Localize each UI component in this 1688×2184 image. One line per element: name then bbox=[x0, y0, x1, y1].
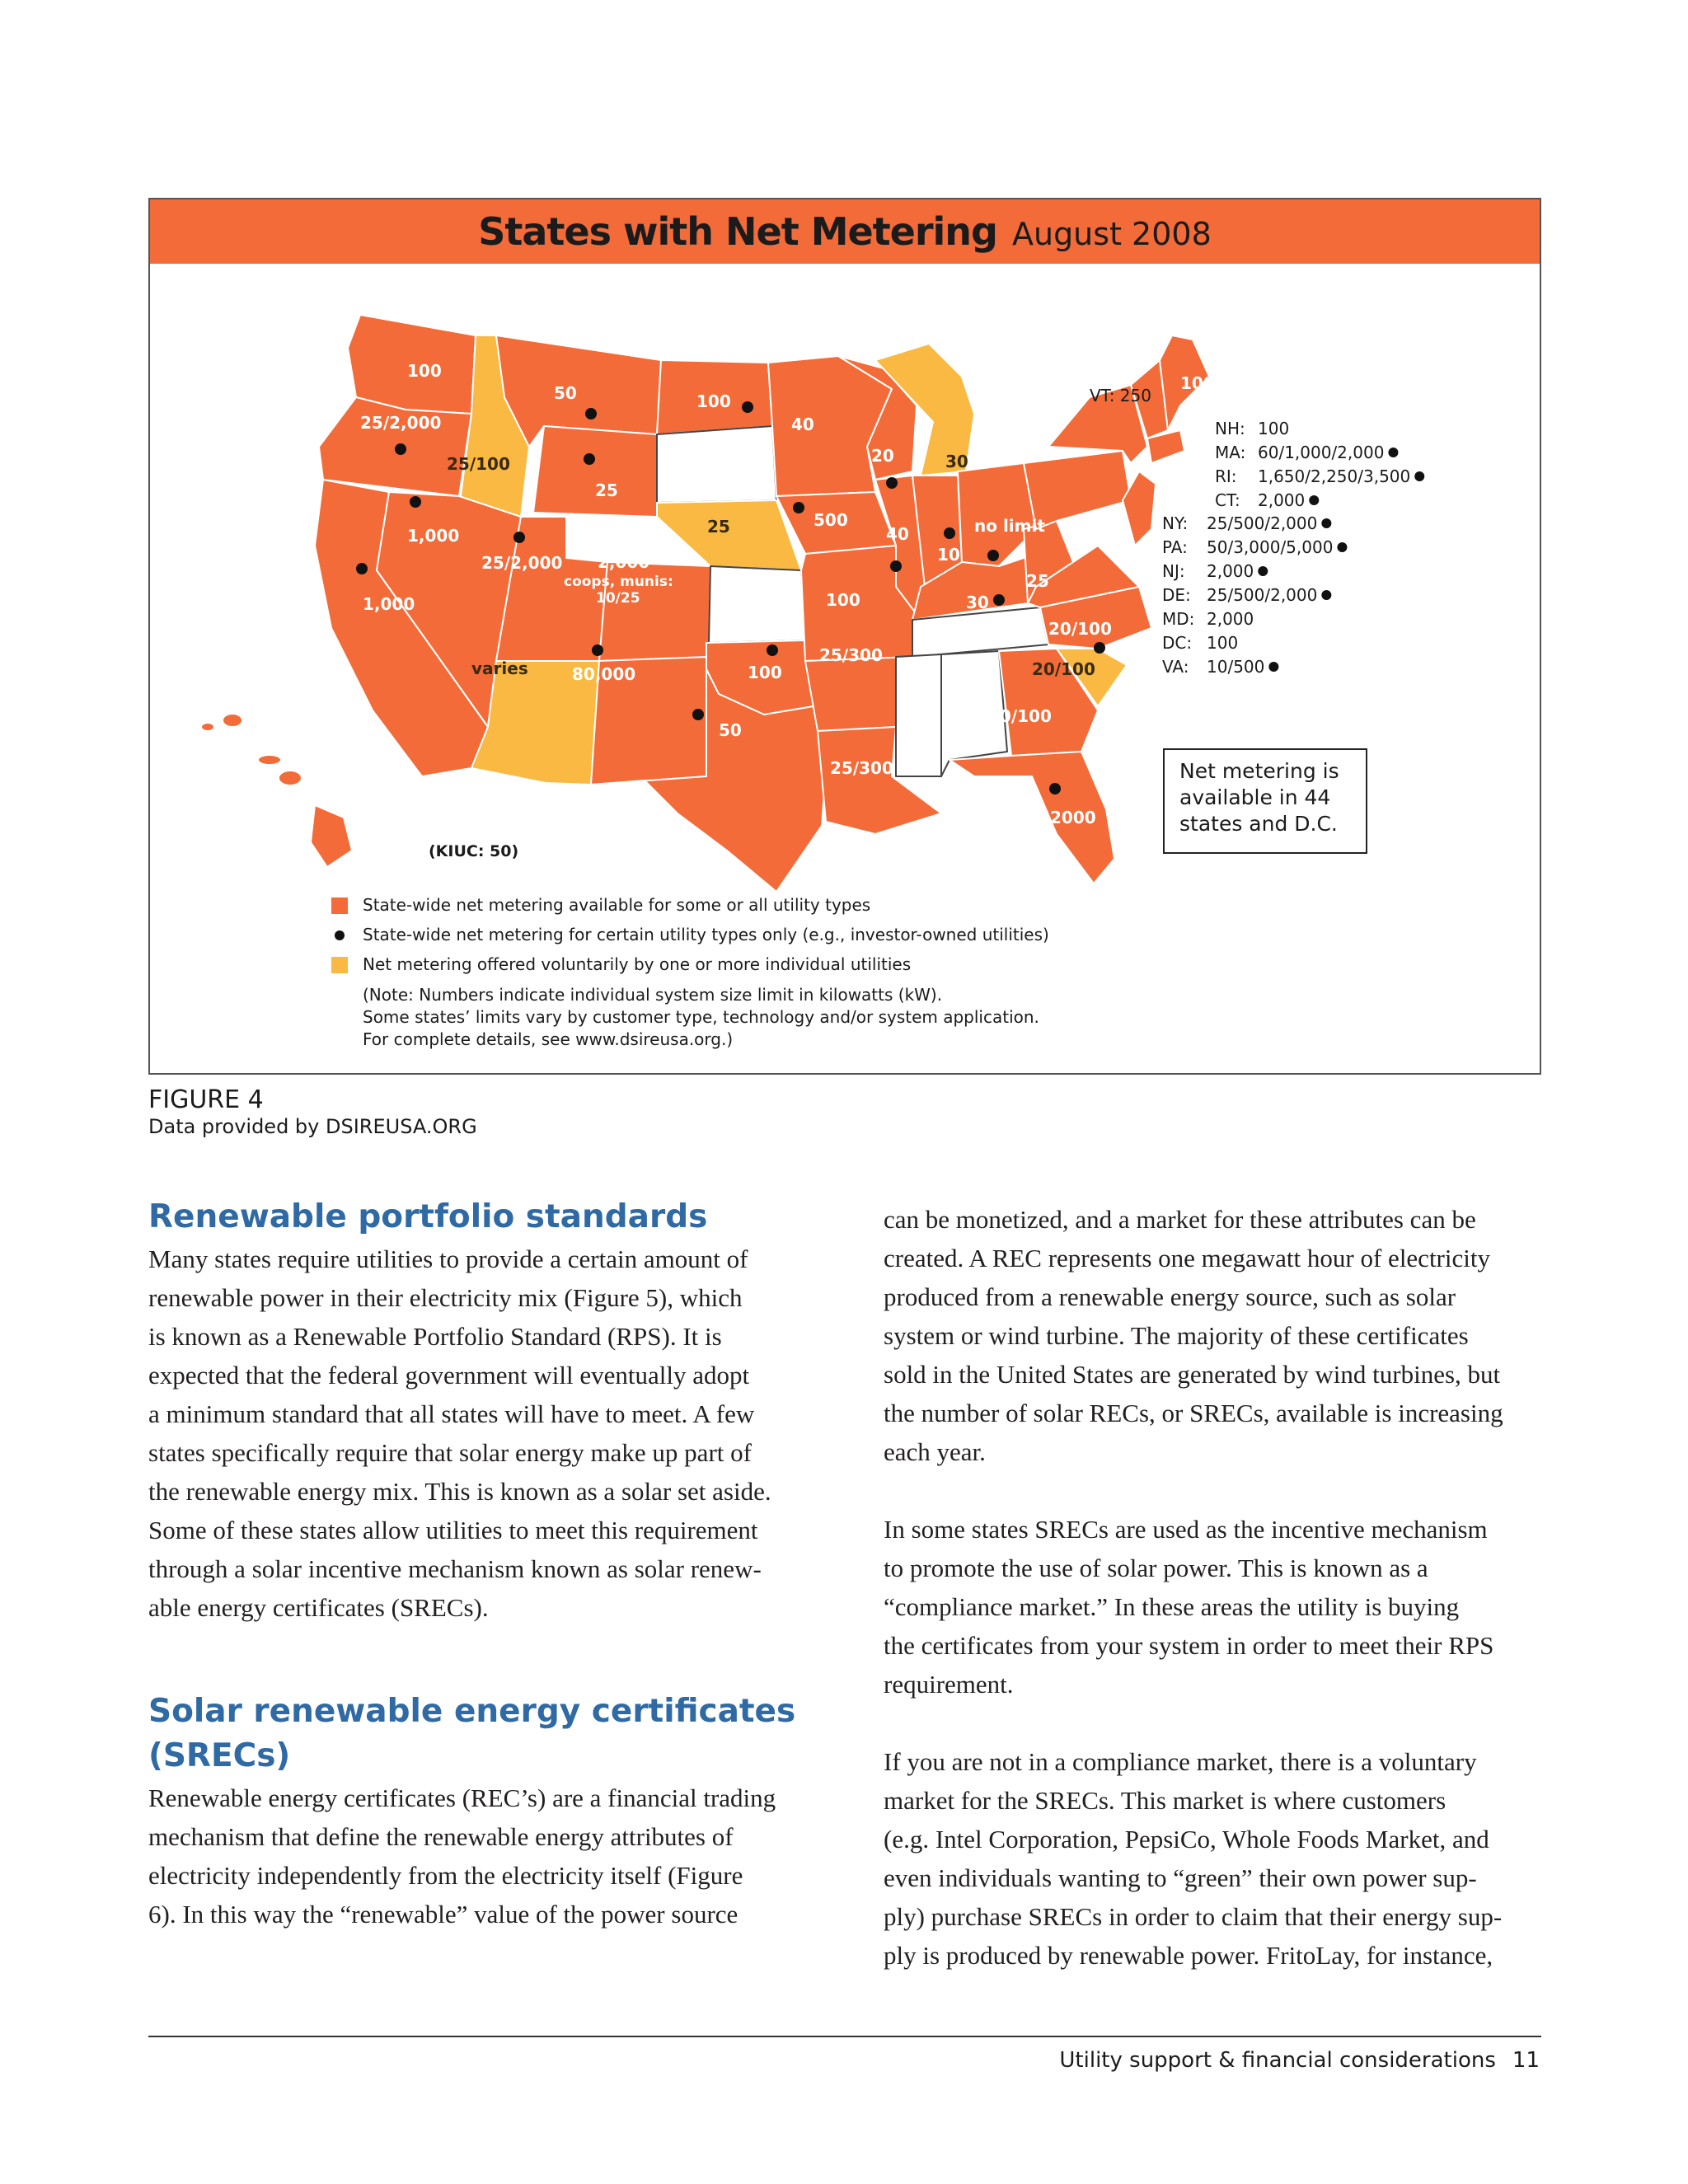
northeast-list-dot-icon bbox=[1388, 448, 1398, 457]
state-or bbox=[319, 397, 471, 496]
midatlantic-list-row bbox=[1162, 609, 1254, 629]
legend-swatch-voluntary bbox=[331, 957, 348, 973]
page-footer bbox=[1059, 2044, 1540, 2077]
legend-note-line: For complete details, see www.dsireusa.org.) bbox=[363, 1029, 734, 1049]
dot-ia bbox=[793, 502, 804, 513]
dot-tx bbox=[692, 709, 704, 720]
dot-nm bbox=[592, 644, 603, 656]
midatlantic-list-value: 10/500 bbox=[1207, 657, 1265, 677]
page-number: 11 bbox=[1512, 2048, 1540, 2073]
dot-il bbox=[890, 560, 902, 572]
figure-number: FIGURE 4 bbox=[148, 1085, 264, 1114]
legend-note bbox=[331, 984, 1403, 1051]
northeast-list-row bbox=[1215, 466, 1424, 486]
left-column bbox=[148, 1195, 841, 1933]
dot-nv bbox=[410, 496, 421, 508]
paragraph-voluntary-market: If you are not in a compliance market, there is a voluntary market for the SRECs. This market is where customers (e.g. Intel Corporation, PepsiCo, Whole Foods Market, and even individuals wanting to “green” their own power sup- ply) purchase SRECs in order to claim that their energy sup- ply is produced by renewable power. FritoLay, for instance, bbox=[884, 1747, 1503, 1970]
northeast-state-list bbox=[1215, 419, 1424, 510]
midatlantic-list-row bbox=[1162, 585, 1331, 605]
midatlantic-state-list bbox=[1162, 513, 1347, 677]
midatlantic-list-row bbox=[1162, 513, 1331, 533]
northeast-list-state: MA: bbox=[1215, 443, 1246, 462]
figure-caption bbox=[148, 1086, 477, 1139]
label-nd: 100 bbox=[696, 391, 731, 411]
dot-wy bbox=[584, 453, 595, 465]
midatlantic-list-dot-icon bbox=[1321, 518, 1331, 528]
state-sd bbox=[657, 426, 776, 503]
northeast-list-dot-icon bbox=[1414, 471, 1424, 481]
label-kiuc: (KIUC: 50) bbox=[429, 842, 519, 860]
label-in: 10 bbox=[937, 545, 960, 565]
label-mn: 40 bbox=[791, 415, 814, 434]
midatlantic-list-dot-icon bbox=[1258, 566, 1268, 576]
label-il: 40 bbox=[886, 524, 909, 544]
midatlantic-list-value: 100 bbox=[1207, 633, 1239, 653]
label-tx: 50 bbox=[719, 720, 742, 740]
label-hi: 100 bbox=[452, 810, 486, 830]
label-co-note2: 10/25 bbox=[596, 590, 640, 607]
northeast-list-value: 60/1,000/2,000 bbox=[1258, 443, 1385, 462]
midatlantic-list-value: 2,000 bbox=[1207, 609, 1254, 629]
footer-divider bbox=[148, 2036, 1541, 2037]
northeast-list-value: 2,000 bbox=[1258, 490, 1306, 510]
legend-note-line: (Note: Numbers indicate individual system size limit in kilowatts (kW). bbox=[363, 985, 943, 1005]
midatlantic-list-state: VA: bbox=[1162, 657, 1189, 677]
state-ms bbox=[896, 654, 941, 776]
label-wv: 25 bbox=[1026, 571, 1049, 591]
label-wy: 25 bbox=[595, 480, 618, 500]
hawaii-molokai bbox=[258, 755, 281, 765]
legend-label-voluntary: Net metering offered voluntarily by one or more individual utilities bbox=[363, 954, 912, 974]
label-mi: 30 bbox=[945, 452, 968, 471]
label-mo: 100 bbox=[826, 590, 860, 610]
midatlantic-list-state: PA: bbox=[1162, 537, 1188, 557]
northeast-list-state: RI: bbox=[1215, 466, 1237, 486]
paragraph-rps: Many states require utilities to provide a certain amount of renewable power in their electricity mix (Figure 5), which is known as a Renewable Portfolio Standard (RPS). It is expected that the federal government will eventually adopt a minimum standard that all states will have to meet. A few states specifically require that solar energy make up part of the renewable energy mix. This is known as a solar set aside. Some of these states allow utilities to meet this requirement through a solar incentive mechanism known as solar renew- able energy certificates (SRECs). bbox=[148, 1244, 771, 1622]
northeast-list-row bbox=[1215, 443, 1398, 462]
midatlantic-list-state: NY: bbox=[1162, 513, 1189, 533]
dot-ok bbox=[767, 644, 778, 656]
midatlantic-list-row bbox=[1162, 657, 1278, 677]
northeast-list-state: CT: bbox=[1215, 490, 1240, 510]
label-wi: 20 bbox=[871, 446, 894, 466]
dot-nd bbox=[742, 401, 753, 413]
label-ut: 25/2,000 bbox=[481, 553, 563, 573]
right-column bbox=[884, 1200, 1568, 1975]
label-ca: 1,000 bbox=[363, 594, 415, 614]
label-me: 100 bbox=[1180, 373, 1215, 393]
hawaii-big-island bbox=[311, 805, 352, 867]
dot-ky bbox=[993, 594, 1005, 606]
label-nc: 20/100 bbox=[1048, 619, 1112, 639]
dot-oh bbox=[987, 550, 999, 561]
midatlantic-list-dot-icon bbox=[1321, 590, 1331, 600]
label-ga: 10/100 bbox=[988, 706, 1052, 726]
heading-srecs: Solar renewable energy certificates (SRECs) bbox=[148, 1693, 796, 1774]
legend-label-statewide: State-wide net metering available for some or all utility types bbox=[363, 895, 871, 915]
paragraph-srecs: Renewable energy certificates (REC’s) are a financial trading mechanism that define the renewable energy attributes of electricity independently from the electricity itself (Figure 6). In this way the “renewable” value of the power source bbox=[148, 1783, 776, 1929]
footer-section-title: Utility support & financial considerations bbox=[1059, 2048, 1496, 2073]
heading-renewable-portfolio-standards: Renewable portfolio standards bbox=[148, 1198, 708, 1235]
legend-label-utility-only: State-wide net metering for certain utility types only (e.g., investor-owned utilities) bbox=[363, 925, 1049, 944]
label-nm: 80,000 bbox=[572, 664, 636, 684]
label-co-note: coops, munis: bbox=[564, 574, 673, 590]
legend-swatch-statewide bbox=[331, 898, 348, 914]
hawaii-oahu bbox=[223, 714, 242, 727]
paragraph-compliance-market: In some states SRECs are used as the incentive mechanism to promote the use of solar power. This is known as a “compliance market.” In these areas the utility is buying the certificates from your system in order to meet their RPS requirement. bbox=[884, 1515, 1494, 1699]
midatlantic-list-value: 25/500/2,000 bbox=[1207, 513, 1318, 533]
midatlantic-list-row bbox=[1162, 561, 1268, 581]
legend-dot-icon bbox=[335, 930, 345, 940]
label-ky: 30 bbox=[966, 593, 989, 612]
paragraph-rec-market: can be monetized, and a market for these attributes can be created. A REC represents one megawatt hour of electricity produced from a renewable energy source, such as solar system or wind turbine. The majority of these certificates sold in the United States are generated by wind turbines, but the number of solar RECs, or SRECs, available is increasing each year. bbox=[884, 1205, 1503, 1466]
midatlantic-list-value: 25/500/2,000 bbox=[1207, 585, 1318, 605]
label-ok: 100 bbox=[748, 663, 782, 682]
label-vt: VT: 250 bbox=[1090, 386, 1151, 405]
label-wa: 100 bbox=[407, 361, 442, 381]
label-la: 25/300 bbox=[830, 758, 893, 778]
dot-nc bbox=[1094, 642, 1105, 654]
midatlantic-list-dot-icon bbox=[1268, 662, 1278, 672]
label-id: 25/100 bbox=[447, 454, 510, 474]
northeast-list-state: NH: bbox=[1215, 419, 1245, 438]
figure-date: August 2008 bbox=[1011, 216, 1212, 252]
midatlantic-list-state: DE: bbox=[1162, 585, 1191, 605]
label-ne: 25 bbox=[707, 517, 730, 537]
midatlantic-list-row bbox=[1162, 537, 1347, 557]
dot-wi bbox=[886, 477, 898, 489]
legend-statewide bbox=[331, 890, 1403, 920]
northeast-list-value: 1,650/2,250/3,500 bbox=[1258, 466, 1411, 486]
state-wy bbox=[533, 426, 657, 517]
label-az: varies bbox=[471, 658, 528, 678]
label-ia: 500 bbox=[814, 510, 848, 530]
midatlantic-list-state: MD: bbox=[1162, 609, 1195, 629]
northeast-list-row bbox=[1215, 490, 1319, 510]
dot-in bbox=[944, 527, 955, 539]
figure-4 bbox=[148, 198, 1541, 1075]
label-mt: 50 bbox=[554, 383, 577, 403]
midatlantic-list-row bbox=[1162, 633, 1238, 653]
label-oh: no limit bbox=[974, 516, 1045, 536]
state-ks bbox=[709, 566, 805, 643]
midatlantic-list-state: DC: bbox=[1162, 633, 1193, 653]
northeast-list-dot-icon bbox=[1309, 495, 1319, 505]
label-sc: 20/100 bbox=[1032, 659, 1095, 679]
dot-or bbox=[395, 443, 406, 455]
hawaii-kauai bbox=[201, 723, 214, 731]
legend-utility-only bbox=[331, 920, 1403, 949]
map-legend bbox=[331, 890, 1403, 1051]
label-ar: 25/300 bbox=[819, 645, 883, 665]
label-or: 25/2,000 bbox=[360, 413, 442, 433]
dot-fl bbox=[1049, 783, 1061, 794]
northeast-list-row bbox=[1215, 419, 1289, 438]
figure-credit: Data provided by DSIREUSA.ORG bbox=[148, 1115, 477, 1138]
dot-ca bbox=[356, 563, 368, 574]
figure-title: States with Net Metering bbox=[478, 209, 997, 254]
label-co: 2,000 bbox=[598, 552, 650, 572]
callout-box: Net metering is available in 44 states and D.C. bbox=[1163, 748, 1367, 854]
label-nv: 1,000 bbox=[407, 526, 460, 546]
midatlantic-list-dot-icon bbox=[1337, 542, 1347, 552]
midatlantic-list-value: 2,000 bbox=[1207, 561, 1254, 581]
dot-ut bbox=[513, 532, 525, 543]
midatlantic-list-value: 50/3,000/5,000 bbox=[1207, 537, 1334, 557]
midatlantic-list-state: NJ: bbox=[1162, 561, 1185, 581]
northeast-list-value: 100 bbox=[1258, 419, 1290, 438]
label-fl: 2000 bbox=[1050, 808, 1096, 827]
hawaii-maui bbox=[279, 771, 302, 785]
dot-mt bbox=[585, 408, 597, 419]
legend-note-line: Some states’ limits vary by customer type, technology and/or system application. bbox=[363, 1007, 1039, 1027]
legend-voluntary bbox=[331, 949, 1403, 979]
